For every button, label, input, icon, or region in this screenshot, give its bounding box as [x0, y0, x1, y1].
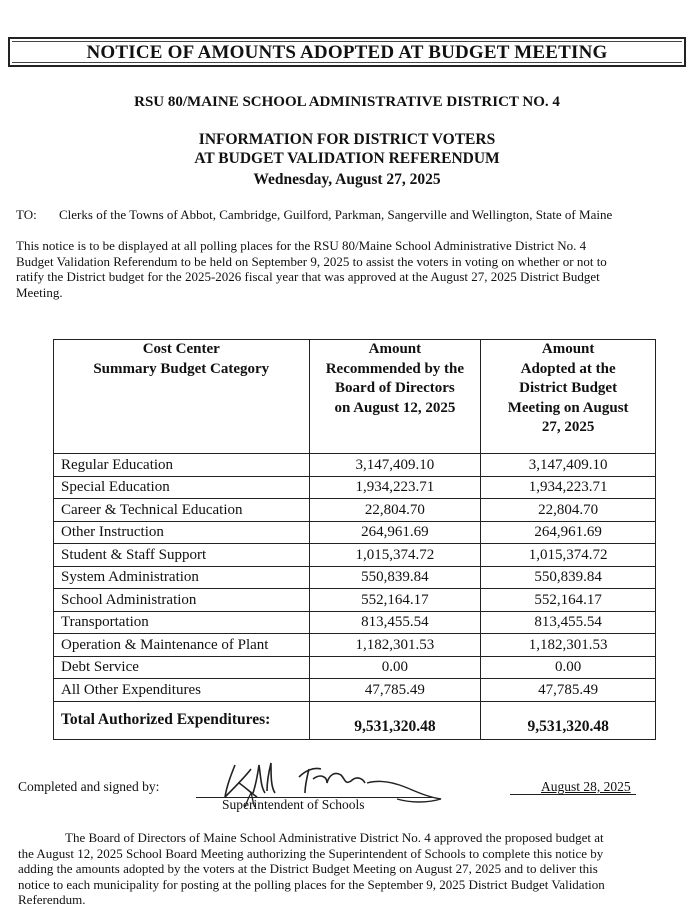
header-adopted	[481, 340, 656, 454]
signature-label: Completed and signed by:	[18, 779, 160, 794]
category-cell: All Other Expenditures	[54, 679, 310, 702]
total-adopted: 9,531,320.48	[481, 701, 656, 739]
adopted-cell: 1,934,223.71	[481, 476, 656, 499]
closing-line: the August 12, 2025 School Board Meeting authorizing the Superintendent of Schools to complete this notice by	[18, 845, 604, 861]
category-cell: Operation & Maintenance of Plant	[54, 634, 310, 657]
table-row	[54, 521, 656, 544]
category-cell: Transportation	[54, 611, 310, 634]
table-row	[54, 656, 656, 679]
table-row	[54, 454, 656, 477]
notice-banner	[8, 37, 686, 67]
table-row	[54, 634, 656, 657]
header-text: Summary Budget Category	[93, 360, 270, 377]
info-heading-line2: AT BUDGET VALIDATION REFERENDUM	[194, 150, 500, 167]
table-row	[54, 566, 656, 589]
header-text: Meeting on August	[507, 399, 629, 416]
recommended-cell: 0.00	[309, 656, 481, 679]
recommended-cell: 1,015,374.72	[309, 544, 481, 567]
to-label: TO:	[16, 207, 37, 222]
closing-line: notice to each municipality for posting at the polling places for the September 9, 2025 District Budget Validation	[18, 876, 605, 892]
header-text: Adopted at the	[520, 360, 616, 377]
table-row	[54, 476, 656, 499]
category-cell: Special Education	[54, 476, 310, 499]
header-text: Amount	[368, 341, 422, 357]
notice-title: NOTICE OF AMOUNTS ADOPTED AT BUDGET MEETING	[86, 42, 608, 63]
recommended-cell: 552,164.17	[309, 589, 481, 612]
adopted-cell: 0.00	[481, 656, 656, 679]
adopted-cell: 47,785.49	[481, 679, 656, 702]
closing-line: Referendum.	[18, 892, 86, 907]
header-text: on August 12, 2025	[334, 399, 456, 416]
recommended-cell: 1,182,301.53	[309, 634, 481, 657]
recommended-cell: 22,804.70	[309, 499, 481, 522]
budget-table	[53, 339, 656, 740]
adopted-cell: 813,455.54	[481, 611, 656, 634]
table-row	[54, 611, 656, 634]
intro-paragraph	[16, 238, 686, 300]
signature-date: August 28, 2025	[541, 779, 631, 794]
meeting-date-heading: Wednesday, August 27, 2025	[253, 171, 441, 188]
info-heading-line1: INFORMATION FOR DISTRICT VOTERS	[198, 131, 496, 148]
header-text: Recommended by the	[325, 360, 465, 377]
total-label: Total Authorized Expenditures:	[54, 701, 310, 739]
adopted-cell: 1,182,301.53	[481, 634, 656, 657]
recommended-cell: 3,147,409.10	[309, 454, 481, 477]
intro-line: This notice is to be displayed at all polling places for the RSU 80/Maine School Administrative District No. 4	[16, 238, 587, 253]
header-text: Cost Center	[142, 341, 220, 357]
intro-line: ratify the District budget for the 2025-2026 fiscal year that was approved at the August 27, 2025 District Budget	[16, 269, 600, 284]
header-recommended	[309, 340, 481, 454]
category-cell: Debt Service	[54, 656, 310, 679]
recommended-cell: 813,455.54	[309, 611, 481, 634]
category-cell: Other Instruction	[54, 521, 310, 544]
recommended-cell: 47,785.49	[309, 679, 481, 702]
adopted-cell: 264,961.69	[481, 521, 656, 544]
recommended-cell: 550,839.84	[309, 566, 481, 589]
district-heading: RSU 80/MAINE SCHOOL ADMINISTRATIVE DISTRICT NO. 4	[134, 94, 560, 110]
table-header-row	[54, 340, 656, 454]
adopted-cell: 22,804.70	[481, 499, 656, 522]
to-recipients: Clerks of the Towns of Abbot, Cambridge, Guilford, Parkman, Sangerville and Wellington, State of Maine	[59, 207, 613, 222]
header-text: Amount	[541, 341, 595, 357]
adopted-cell: 3,147,409.10	[481, 454, 656, 477]
header-text: Board of Directors	[335, 380, 455, 396]
intro-line: Meeting.	[16, 284, 63, 300]
closing-line: The Board of Directors of Maine School Administrative District No. 4 approved the proposed budget at	[65, 830, 604, 845]
table-row	[54, 589, 656, 612]
adopted-cell: 552,164.17	[481, 589, 656, 612]
category-cell: Regular Education	[54, 454, 310, 477]
table-row	[54, 499, 656, 522]
recommended-cell: 1,934,223.71	[309, 476, 481, 499]
category-cell: System Administration	[54, 566, 310, 589]
adopted-cell: 1,015,374.72	[481, 544, 656, 567]
total-recommended: 9,531,320.48	[309, 701, 481, 739]
header-text: District Budget	[519, 380, 618, 396]
intro-line: Budget Validation Referendum to be held on September 9, 2025 to assist the voters in voting on whether or not to	[16, 253, 607, 269]
signer-title: Superintendent of Schools	[222, 797, 365, 812]
closing-line: adding the amounts adopted by the voters at the District Budget Meeting on August 27, 2025 and to deliver this	[18, 861, 598, 876]
table-row	[54, 679, 656, 702]
total-row	[54, 701, 656, 739]
recommended-cell: 264,961.69	[309, 521, 481, 544]
category-cell: School Administration	[54, 589, 310, 612]
closing-paragraph	[18, 830, 690, 908]
category-cell: Career & Technical Education	[54, 499, 310, 522]
header-text: 27, 2025	[541, 419, 595, 435]
adopted-cell: 550,839.84	[481, 566, 656, 589]
header-cost-center	[54, 340, 310, 454]
table-row	[54, 544, 656, 567]
category-cell: Student & Staff Support	[54, 544, 310, 567]
